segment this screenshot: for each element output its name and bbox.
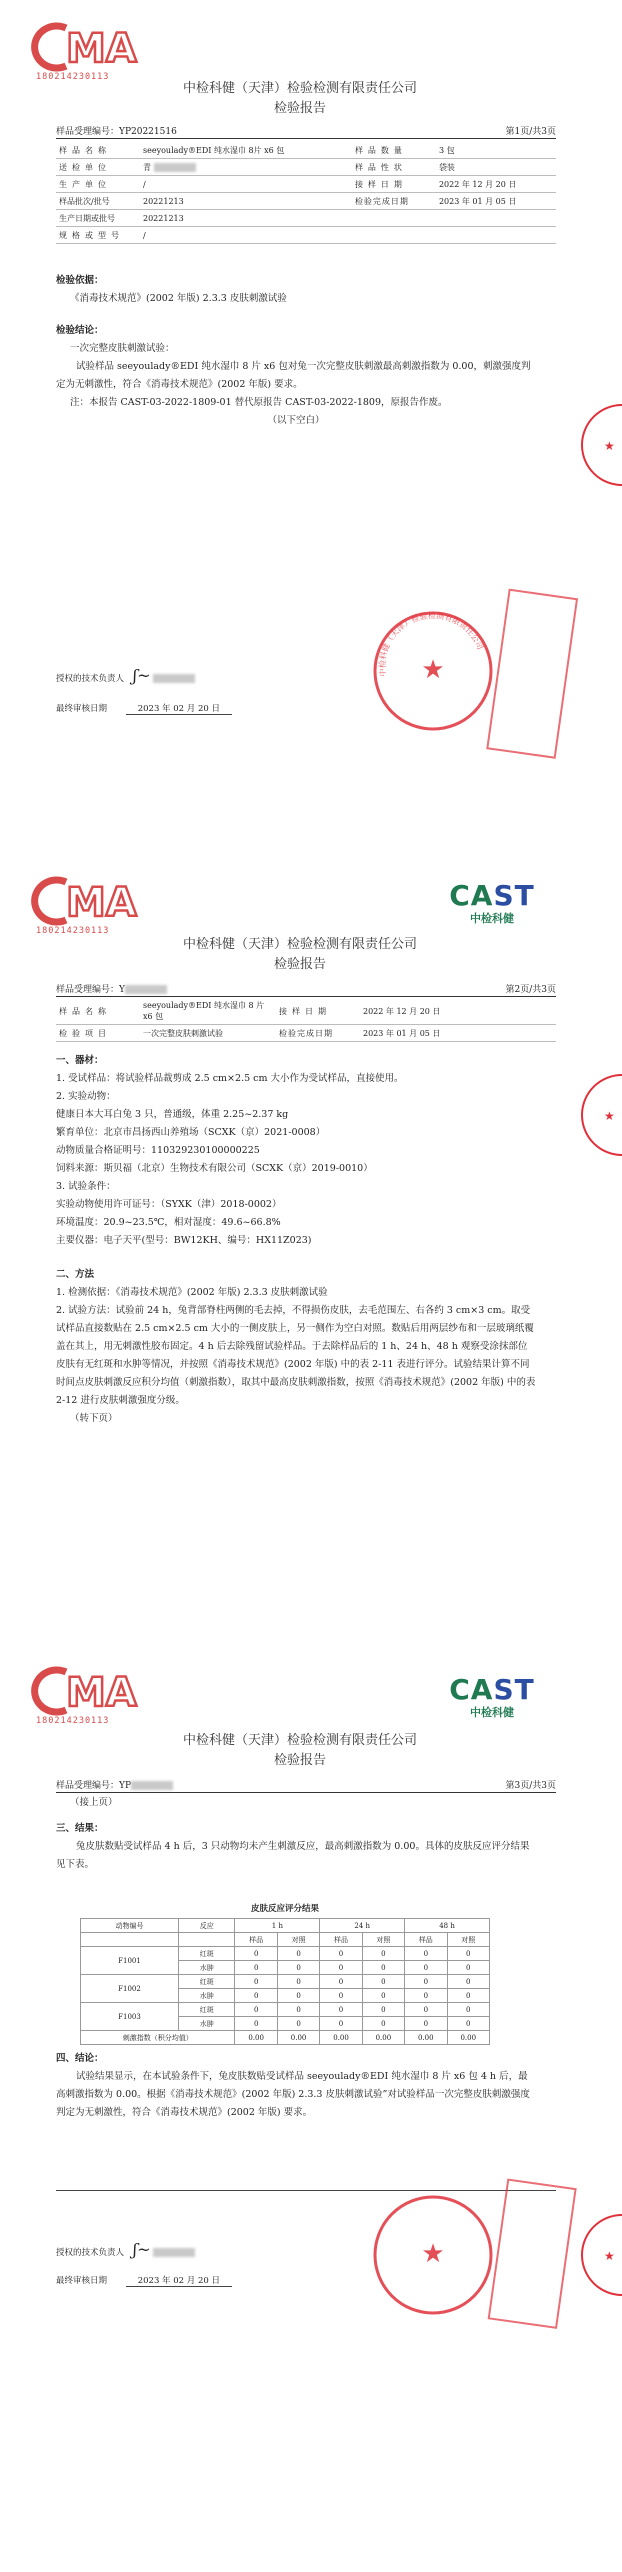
svg-text:★: ★ (604, 1109, 615, 1123)
report-page-2 (0, 870, 615, 1650)
signature: ʃ~ (132, 2240, 151, 2259)
official-stamp (368, 2190, 498, 2324)
org-name: 中检科健（天津）检验检测有限责任公司 (182, 81, 417, 96)
sample-info-table (56, 998, 556, 1042)
table-row: 刺激指数（积分均值） 0.00 0.00 0.00 0.00 0.00 0.00 (81, 2031, 490, 2045)
report-title: 检验报告 (273, 101, 326, 116)
svg-text:★: ★ (421, 655, 445, 685)
basis-section: 检验依据： 《消毒技术规范》(2002 年版) 2.3.3 皮肤刺激试验 (56, 275, 287, 304)
signature-block: 授权的技术负责人 ʃ~ (56, 666, 556, 685)
svg-text:中检科健（天津）检验检测有限责任公司: 中检科健（天津）检验检测有限责任公司 (377, 611, 485, 677)
table-row: 送检单位 青 样品性状 袋装 (56, 159, 556, 176)
cma-mark-icon (36, 1666, 146, 1714)
table-row: 水肿 0 0 0 0 0 0 (81, 2017, 490, 2031)
table-row: 规格或型号 / (56, 227, 556, 244)
materials-section: 一、器材： 1. 受试样品：将试验样品裁剪成 2.5 cm×2.5 cm 大小作为受试样品，直接使用。 2. 实验动物： 健康日本大耳白兔 3 只，普通级，体重 2.25~2.37 kg 繁育单位：北京市昌扬西山养殖场（SCXK（京）2021-0008） 动物质量合格证明号：110329230100000225 饲料来源：斯贝福（北京）生物技术有限公司（SCXK（京）2019-0010） 3. 试验条件： 实验动物使用许可证号：（SYXK（津）2018-0002） 环境温度：20.9~23.5℃，相对湿度：49.6~66.8% 主要仪器：电子天平(型号：BW12KH、编号：HX11Z023) (56, 1055, 404, 1246)
redacted-name (153, 2248, 195, 2257)
cma-logo (36, 22, 148, 82)
method-section: 二、方法 1. 检测依据：《消毒技术规范》(2002 年版) 2.3.3 皮肤刺激试验 2. 试验方法：试验前 24 h，兔背部脊柱两侧的毛去掉，不得损伤皮肤，去毛范围左、右各约 3 cm×3 cm。取受试样品直接数贴在 2.5 cm×2.5 cm 大小的一侧皮肤上，另一侧作为空白对照。数贴后用两层纱布和一层玻璃纸覆盖在其上，用无刺激性胶布固定。4 h 后去除残留试验样品。于去除样品后的 1 h、24 h、48 h 观察受涂抹部位皮肤有无红斑和水肿等情况，并按照《消毒技术规范》(2002 年版) 中的表 2-11 表进行评分。试验结果计算不同时间点皮肤刺激反应积分均值（刺激指数），取其中最高皮肤刺激指数，按照《消毒技术规范》(2002 年版) 中的表 2-12 进行皮肤刺激强度分级。 （转下页） (56, 1269, 536, 1424)
report-page-3 (0, 1650, 615, 2572)
cma-logo: MA 180214230113 (36, 1666, 148, 1726)
table-row: F1001 红斑 0 0 0 0 0 0 (81, 1947, 490, 1961)
svg-text:★: ★ (421, 2239, 445, 2269)
redacted-text (125, 985, 167, 994)
results-section: （接上页） 三、结果： 兔皮肤数贴受试样品 4 h 后，3 只动物均未产生刺激反应，最高刺激指数为 0.00。具体的皮肤反应评分结果见下表。 (56, 1797, 530, 1870)
perforation-seal (578, 2210, 615, 2300)
cast-logo: CAST 中检科健 (449, 1673, 535, 1719)
svg-text:★: ★ (604, 439, 615, 453)
page-number: 第3页/共3页 (505, 1781, 556, 1791)
table-row: 水肿 0 0 0 0 0 0 (81, 1961, 490, 1975)
cast-logo: CAST 中检科健 (449, 879, 535, 925)
org-name: 中检科健（天津）检验检测有限责任公司 (182, 1733, 417, 1748)
table-row: 水肿 0 0 0 0 0 0 (81, 1989, 490, 2003)
signature-block: 授权的技术负责人 ʃ~ (56, 2240, 556, 2259)
table-row: 生产单位 / 接样日期 2022 年 12 月 20 日 (56, 176, 556, 193)
cma-mark-icon (36, 22, 146, 70)
report-title: 检验报告 (273, 1753, 326, 1768)
page-header: 样品受理编号：YP 第3页/共3页 (56, 1778, 556, 1793)
svg-text:MA: MA (66, 1670, 137, 1716)
review-date: 最终审核日期 2023 年 02 月 20 日 (56, 2274, 556, 2286)
redacted-name (153, 674, 195, 683)
final-conclusion: 四、结论： 试验结果显示，在本试验条件下，兔皮肤数贴受试样品 seeyoulady®EDI 纯水湿巾 8 片 x6 包 4 h 后，最高刺激指数为 0.00。根据《消毒技术规范》(2002 年版) 2.3.3 皮肤刺激试验”对试验样品一次完整皮肤刺激强度判定为无刺激性，符合《消毒技术规范》(2002 年版) 要求。 (56, 2053, 530, 2118)
official-stamp (368, 606, 498, 740)
perforation-seal (578, 400, 615, 490)
redacted-text (154, 163, 196, 172)
table-row: 生产日期或批号 20221213 (56, 210, 556, 227)
sample-info-table (56, 142, 556, 244)
svg-text:★: ★ (604, 2249, 615, 2263)
report-title: 检验报告 (273, 957, 326, 972)
page-header: 样品受理编号：Y 第2页/共3页 (56, 982, 556, 997)
page-header (56, 124, 556, 139)
report-page-1 (0, 0, 615, 870)
table-row: F1002 红斑 0 0 0 0 0 0 (81, 1975, 490, 1989)
org-name: 中检科健（天津）检验检测有限责任公司 (182, 937, 417, 952)
table-row: 样品名称 seeyoulady®EDI 纯水湿巾 8 片 x6 包 接样日期 2022 年 12 月 20 日 (56, 998, 556, 1025)
table-row: 检验项目 一次完整皮肤刺激试验 检验完成日期 2023 年 01 月 05 日 (56, 1025, 556, 1042)
signature: ʃ~ (132, 666, 151, 685)
review-date: 最终审核日期 2023 年 02 月 20 日 (56, 702, 556, 714)
svg-text:MA: MA (66, 880, 137, 926)
redacted-text (131, 1781, 173, 1790)
cma-logo: MA 180214230113 (36, 876, 148, 936)
table-header: 样品 对照 样品 对照 样品 对照 (81, 1933, 490, 1947)
table-row: 样品名称 seeyoulady®EDI 纯水湿巾 8片 x6 包 样品数量 3 包 (56, 142, 556, 159)
table-row: 样品批次/批号 20221213 检验完成日期 2023 年 01 月 05 日 (56, 193, 556, 210)
page-number: 第2页/共3页 (505, 985, 556, 995)
table-row: F1003 红斑 0 0 0 0 0 0 (81, 2003, 490, 2017)
conclusion-section: 检验结论： 一次完整皮肤刺激试验： 试验样品 seeyoulady®EDI 纯水湿巾 8 片 x6 包对兔一次完整皮肤刺激最高刺激指数为 0.00，刺激强度判定为无刺激性，符合《消毒技术规范》(2002 年版) 要求。 注：本报告 CAST-03-2022-1809-01 替代原报告 CAST-03-2022-1809，原报告作废。 （以下空白） (56, 325, 531, 426)
table-header: 动物编号 反应 1 h 24 h 48 h (81, 1919, 490, 1933)
qualification-stamp (494, 590, 574, 760)
result-table-title: 皮肤反应评分结果 (250, 1904, 319, 1914)
qualification-stamp (494, 2180, 574, 2330)
cma-code: 180214230113 (36, 72, 110, 82)
skin-reaction-table (80, 1918, 490, 2045)
cma-logo-text: MA (66, 26, 137, 72)
sample-id: 样品受理编号：YP20221516 (56, 127, 177, 137)
cma-mark-icon (36, 876, 146, 924)
perforation-seal (578, 1070, 615, 1160)
page-number: 第1页/共3页 (505, 127, 556, 137)
